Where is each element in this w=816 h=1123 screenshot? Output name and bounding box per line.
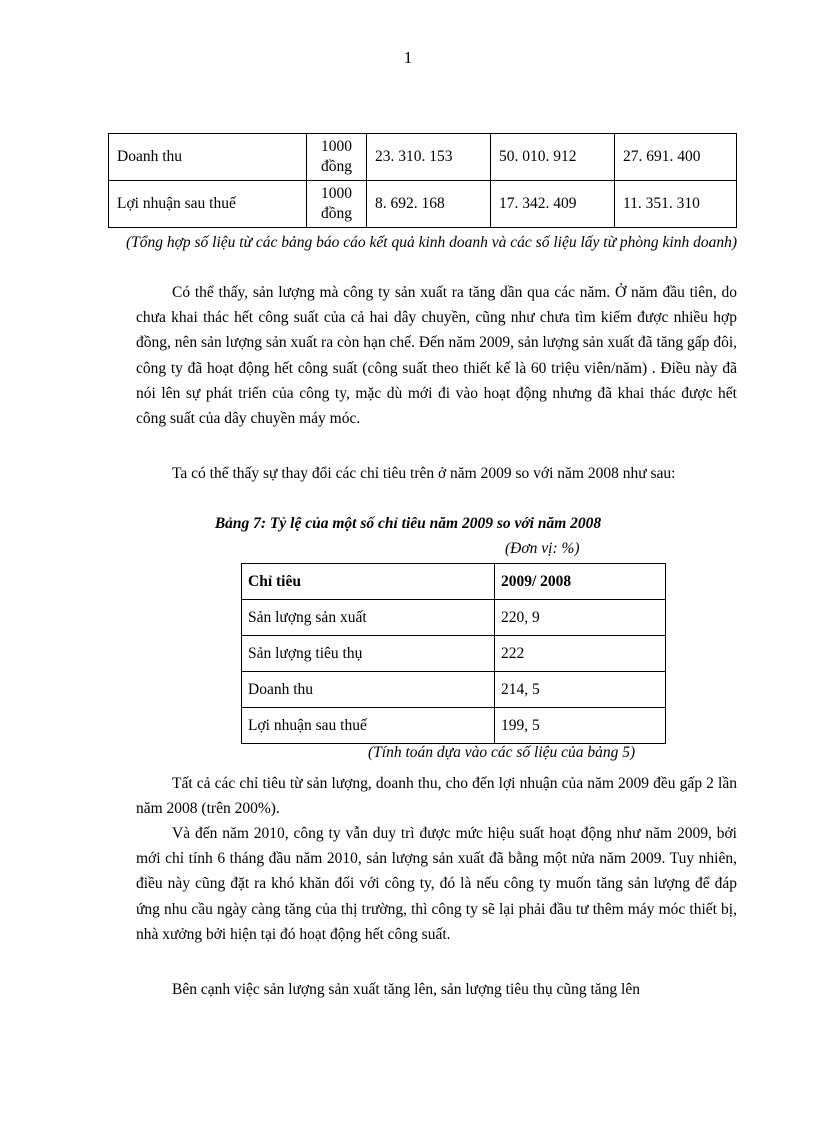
value-cell: 199, 5 — [495, 708, 666, 744]
value-cell: 27. 691. 400 — [615, 134, 737, 181]
column-header: Chỉ tiêu — [242, 564, 495, 600]
table-row — [109, 181, 737, 228]
paragraph — [136, 821, 737, 947]
table-row — [242, 672, 666, 708]
paragraph — [136, 461, 737, 486]
unit-note: (Đơn vị: %) — [505, 540, 580, 557]
table-row — [242, 636, 666, 672]
row-label: Doanh thu — [242, 672, 495, 708]
value-cell: 23. 310. 153 — [367, 134, 491, 181]
table-row — [242, 708, 666, 744]
row-label: Lợi nhuận sau thuế — [242, 708, 495, 744]
table-source-note: (Tổng hợp số liệu từ các bảng báo cáo kết quả kinh doanh và các số liệu lấy từ phòng kinh doanh) — [125, 234, 737, 251]
paragraph-text: Có thể thấy, sản lượng mà công ty sản xuất ra tăng dần qua các năm. Ở năm đầu tiên, do chưa khai thác hết công suất của cả hai dây chuyền, cũng như chưa tìm kiếm được nhiều hợp đồng, nên sản lượng sản xuất ra còn hạn chế. Đến năm 2009, sản lượng sản xuất đã tăng gấp đôi, công ty đã hoạt động hết công suất (công suất theo thiết kế là 60 triệu viên/năm) . Điều này đã nói lên sự phát triển của công ty, mặc dù mới đi vào hoạt động nhưng đã khai thác được hết công suất của dây chuyền máy móc. — [136, 284, 737, 428]
value-cell: 17. 342. 409 — [491, 181, 615, 228]
table-row — [109, 134, 737, 181]
value-cell: 220, 9 — [495, 600, 666, 636]
table-title: Bảng 7: Tỷ lệ của một số chỉ tiêu năm 2009 so với năm 2008 — [214, 515, 602, 532]
table-header-row — [242, 564, 666, 600]
unit-cell: 1000 đồng — [307, 181, 367, 228]
value-cell: 222 — [495, 636, 666, 672]
value-cell: 50. 010. 912 — [491, 134, 615, 181]
paragraph — [136, 280, 737, 431]
row-label: Doanh thu — [109, 134, 307, 181]
page-number: 1 — [403, 48, 413, 67]
paragraph — [136, 977, 737, 1002]
row-label: Sản lượng tiêu thụ — [242, 636, 495, 672]
paragraph-text: Và đến năm 2010, công ty vẫn duy trì được mức hiệu suất hoạt động như năm 2009, bởi mới chỉ tính 6 tháng đầu năm 2010, sản lượng sản xuất đã bằng một nửa năm 2009. Tuy nhiên, điều này cũng đặt ra khó khăn đối với công ty, đó là nếu công ty muốn tăng sản lượng để đáp ứng nhu cầu ngày càng tăng của thị trường, thì công ty sẽ lại phải đầu tư thêm máy móc thiết bị, nhà xưởng bởi hiện tại đó hoạt động hết công suất. — [136, 825, 737, 943]
paragraph-text: Ta có thể thấy sự thay đổi các chỉ tiêu trên ở năm 2009 so với năm 2008 như sau: — [172, 465, 676, 482]
paragraph — [136, 771, 737, 821]
column-header: 2009/ 2008 — [495, 564, 666, 600]
ratio-table — [241, 563, 666, 744]
table-source-note: (Tính toán dựa vào các số liệu của bảng 5) — [368, 744, 636, 761]
table-row — [242, 600, 666, 636]
value-cell: 214, 5 — [495, 672, 666, 708]
revenue-profit-table — [108, 133, 737, 228]
unit-cell: 1000 đồng — [307, 134, 367, 181]
paragraph-text: Bên cạnh việc sản lượng sản xuất tăng lên, sản lượng tiêu thụ cũng tăng lên — [172, 981, 640, 998]
value-cell: 8. 692. 168 — [367, 181, 491, 228]
row-label: Sản lượng sản xuất — [242, 600, 495, 636]
row-label: Lợi nhuận sau thuế — [109, 181, 307, 228]
value-cell: 11. 351. 310 — [615, 181, 737, 228]
paragraph-text: Tất cả các chỉ tiêu từ sản lượng, doanh thu, cho đến lợi nhuận của năm 2009 đều gấp 2 lần năm 2008 (trên 200%). — [136, 775, 737, 818]
